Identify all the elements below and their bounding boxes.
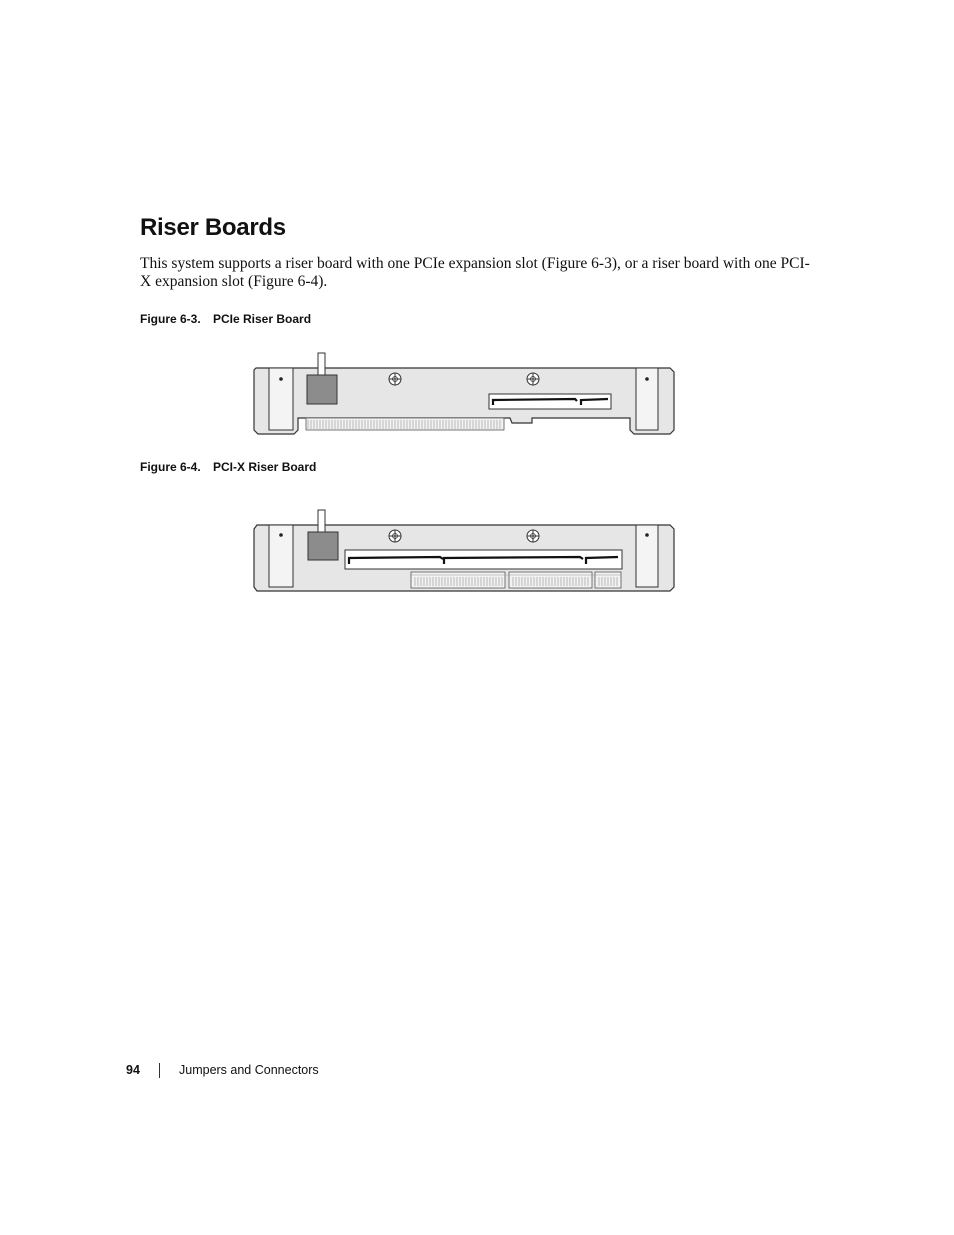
edge-contacts-segment-2	[509, 572, 592, 588]
screw-hole-2	[527, 530, 539, 542]
screw-hole-2	[527, 373, 539, 385]
figure-caption-6-4	[140, 460, 316, 474]
cable-lead	[318, 353, 325, 376]
screw-hole-1	[389, 373, 401, 385]
pci-x-riser-board-illustration	[250, 505, 680, 600]
body-paragraph: This system supports a riser board with one PCIe expansion slot (Figure 6-3), or a riser board with one PCI-X expansion slot (Figure 6-4).	[140, 255, 810, 290]
right-bracket-hole	[645, 377, 649, 381]
figure-caption-6-3	[140, 312, 311, 326]
screw-hole-1	[389, 530, 401, 542]
right-bracket-hole	[645, 533, 649, 537]
left-bracket-hole	[279, 533, 283, 537]
connector-block	[307, 375, 337, 404]
footer-section-title: Jumpers and Connectors	[179, 1063, 319, 1077]
figure-title: PCI-X Riser Board	[213, 460, 317, 474]
edge-contacts-main	[306, 418, 504, 430]
left-bracket-hole	[279, 377, 283, 381]
pci-x-expansion-slot	[345, 550, 622, 569]
figure-title: PCIe Riser Board	[213, 312, 312, 326]
page-number: 94	[126, 1063, 140, 1077]
edge-contacts-segment-1	[411, 572, 505, 588]
pcie-expansion-slot	[489, 394, 611, 409]
figure-number: Figure 6-4.	[140, 460, 201, 474]
figure-number: Figure 6-3.	[140, 312, 201, 326]
cable-lead	[318, 510, 325, 533]
section-heading: Riser Boards	[140, 214, 286, 241]
pcie-riser-board-illustration	[250, 350, 680, 440]
connector-block	[308, 532, 338, 560]
footer-separator	[159, 1063, 160, 1078]
